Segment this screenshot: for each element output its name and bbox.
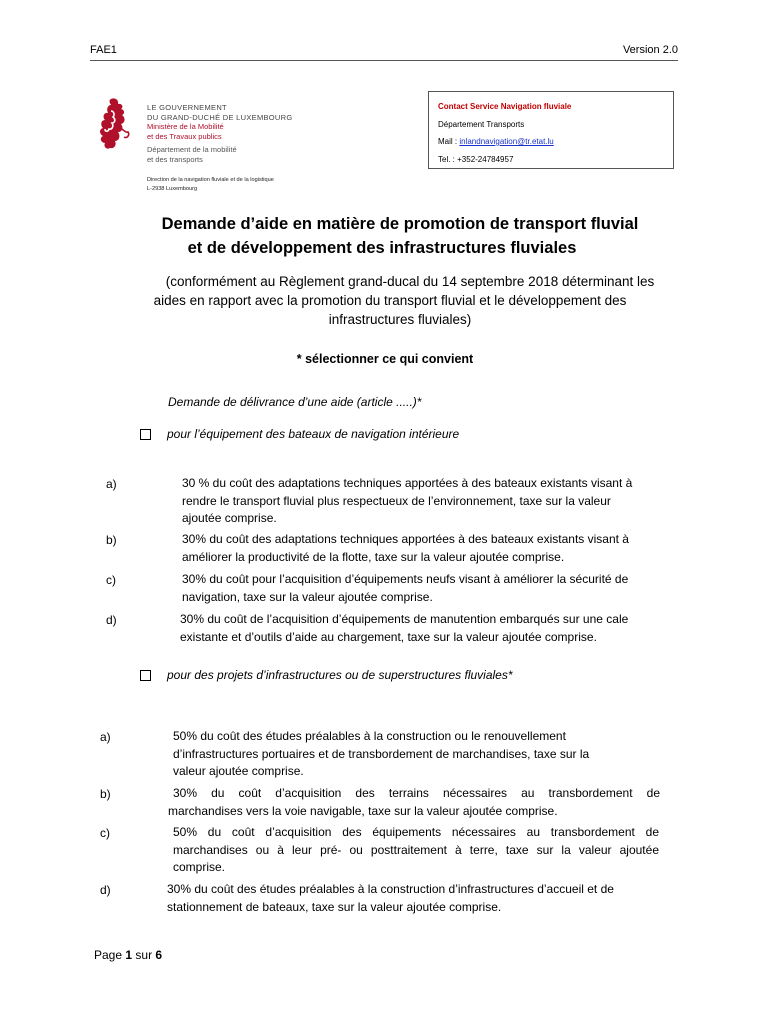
line: 30% du coût pour l’acquisition d’équipements neufs visant à améliorer la sécurité de	[182, 572, 629, 586]
current-page: 1	[125, 948, 133, 962]
item-letter: a)	[106, 477, 117, 491]
line: marchandises ou à leur pré- ou posttraitement à terre, taxe sur la valeur ajoutée	[173, 842, 659, 857]
line: comprise.	[173, 860, 226, 874]
contact-title: Contact Service Navigation fluviale	[438, 102, 572, 111]
infrastructure-item-b	[168, 785, 660, 820]
department-line-2: et des transports	[147, 154, 203, 164]
mail-label: Mail :	[438, 137, 460, 146]
contact-box	[428, 91, 674, 169]
contact-mail-row	[438, 133, 673, 151]
line: rendre le transport fluvial plus respectueux de l’environnement, taxe sur la valeur	[182, 493, 611, 508]
item-letter: c)	[100, 826, 110, 840]
item-letter: a)	[100, 730, 111, 744]
red-lion-icon	[97, 97, 133, 151]
equipment-item-a	[182, 475, 672, 528]
line: 30% du coût des études préalables à la construction d’infrastructures d’accueil et de	[167, 882, 614, 896]
sur-word: sur	[135, 948, 153, 962]
mail-link[interactable]: inlandnavigation@tr.etat.lu	[459, 137, 554, 146]
total-pages: 6	[155, 948, 163, 962]
line: d’infrastructures portuaires et de transbordement de marchandises, taxe sur la	[173, 746, 590, 761]
title-line-1: Demande d’aide en matière de promotion de transport fluvial	[161, 215, 639, 233]
subtitle-line-2: aides en rapport avec la promotion du transport fluvial et le développement des	[153, 293, 627, 308]
gov-line-1: LE GOUVERNEMENT	[147, 103, 227, 112]
equipment-section-label: pour l’équipement des bateaux de navigation intérieure	[167, 427, 460, 441]
gov-line-2: DU GRAND-DUCHÉ DE LUXEMBOURG	[147, 112, 293, 122]
line: 50% du coût d’acquisition des équipements nécessaires au transbordement de	[173, 825, 659, 839]
line: marchandises vers la voie navigable, taxe sur la valeur ajoutée comprise.	[168, 803, 558, 818]
line: navigation, taxe sur la valeur ajoutée comprise.	[182, 589, 433, 604]
doc-version: Version 2.0	[622, 44, 678, 56]
contact-department: Département Transports	[438, 119, 525, 129]
infrastructure-section-label: pour des projets d’infrastructures ou de superstructures fluviales*	[167, 668, 513, 682]
government-block	[147, 103, 293, 165]
page-word: Page	[94, 948, 123, 962]
item-letter: d)	[100, 883, 111, 897]
page-number	[94, 948, 162, 962]
select-note: * sélectionner ce qui convient	[296, 352, 474, 366]
line: améliorer la productivité de la flotte, taxe sur la valeur ajoutée comprise.	[182, 549, 565, 564]
direction-line-2: L-2938 Luxembourg	[147, 185, 198, 192]
line: 50% du coût des études préalables à la construction ou le renouvellement	[173, 729, 566, 743]
contact-tel: Tel. : +352-24784957	[438, 154, 514, 164]
infrastructure-checkbox[interactable]	[140, 670, 151, 681]
item-letter: b)	[100, 787, 111, 801]
line: existante et d’outils d’aide au chargement, taxe sur la valeur ajoutée comprise.	[180, 629, 597, 644]
line: 30% du coût des adaptations techniques apportées à des bateaux existants visant à	[182, 532, 629, 546]
document-subtitle	[110, 272, 690, 329]
doc-code: FAE1	[90, 44, 117, 56]
equipment-item-b	[182, 531, 672, 566]
item-letter: d)	[106, 613, 117, 627]
ministry-line-2: et des Travaux publics	[147, 131, 222, 141]
request-label: Demande de délivrance d’une aide (article .....)*	[168, 395, 422, 409]
infrastructure-item-c	[173, 824, 659, 877]
line: 30 % du coût des adaptations techniques apportées à des bateaux existants visant à	[182, 476, 633, 490]
direction-address	[147, 176, 274, 193]
equipment-item-d	[180, 611, 672, 646]
ministry-line-1: Ministère de la Mobilité	[147, 122, 224, 132]
item-letter: b)	[106, 533, 117, 547]
header-rule	[90, 60, 678, 61]
line: stationnement de bateaux, taxe sur la valeur ajoutée comprise.	[167, 899, 502, 914]
item-letter: c)	[106, 573, 116, 587]
line: valeur ajoutée comprise.	[173, 764, 304, 778]
equipment-checkbox[interactable]	[140, 429, 151, 440]
infrastructure-item-a	[173, 728, 659, 781]
subtitle-line-1: (conformément au Règlement grand-ducal du 14 septembre 2018 déterminant les	[165, 274, 655, 289]
subtitle-line-3: infrastructures fluviales)	[328, 312, 472, 327]
infrastructure-item-d	[167, 881, 667, 916]
equipment-item-c	[182, 571, 672, 606]
title-line-2: et de développement des infrastructures fluviales	[187, 239, 577, 257]
direction-line-1: Direction de la navigation fluviale et de la logistique	[147, 177, 274, 183]
line: ajoutée comprise.	[182, 511, 277, 525]
line: 30% du coût d’acquisition des terrains nécessaires au transbordement de	[173, 786, 660, 800]
line: 30% du coût de l’acquisition d’équipements de manutention embarqués sur une cale	[180, 612, 629, 626]
department-line-1: Département de la mobilité	[147, 145, 237, 155]
document-title	[90, 212, 710, 260]
